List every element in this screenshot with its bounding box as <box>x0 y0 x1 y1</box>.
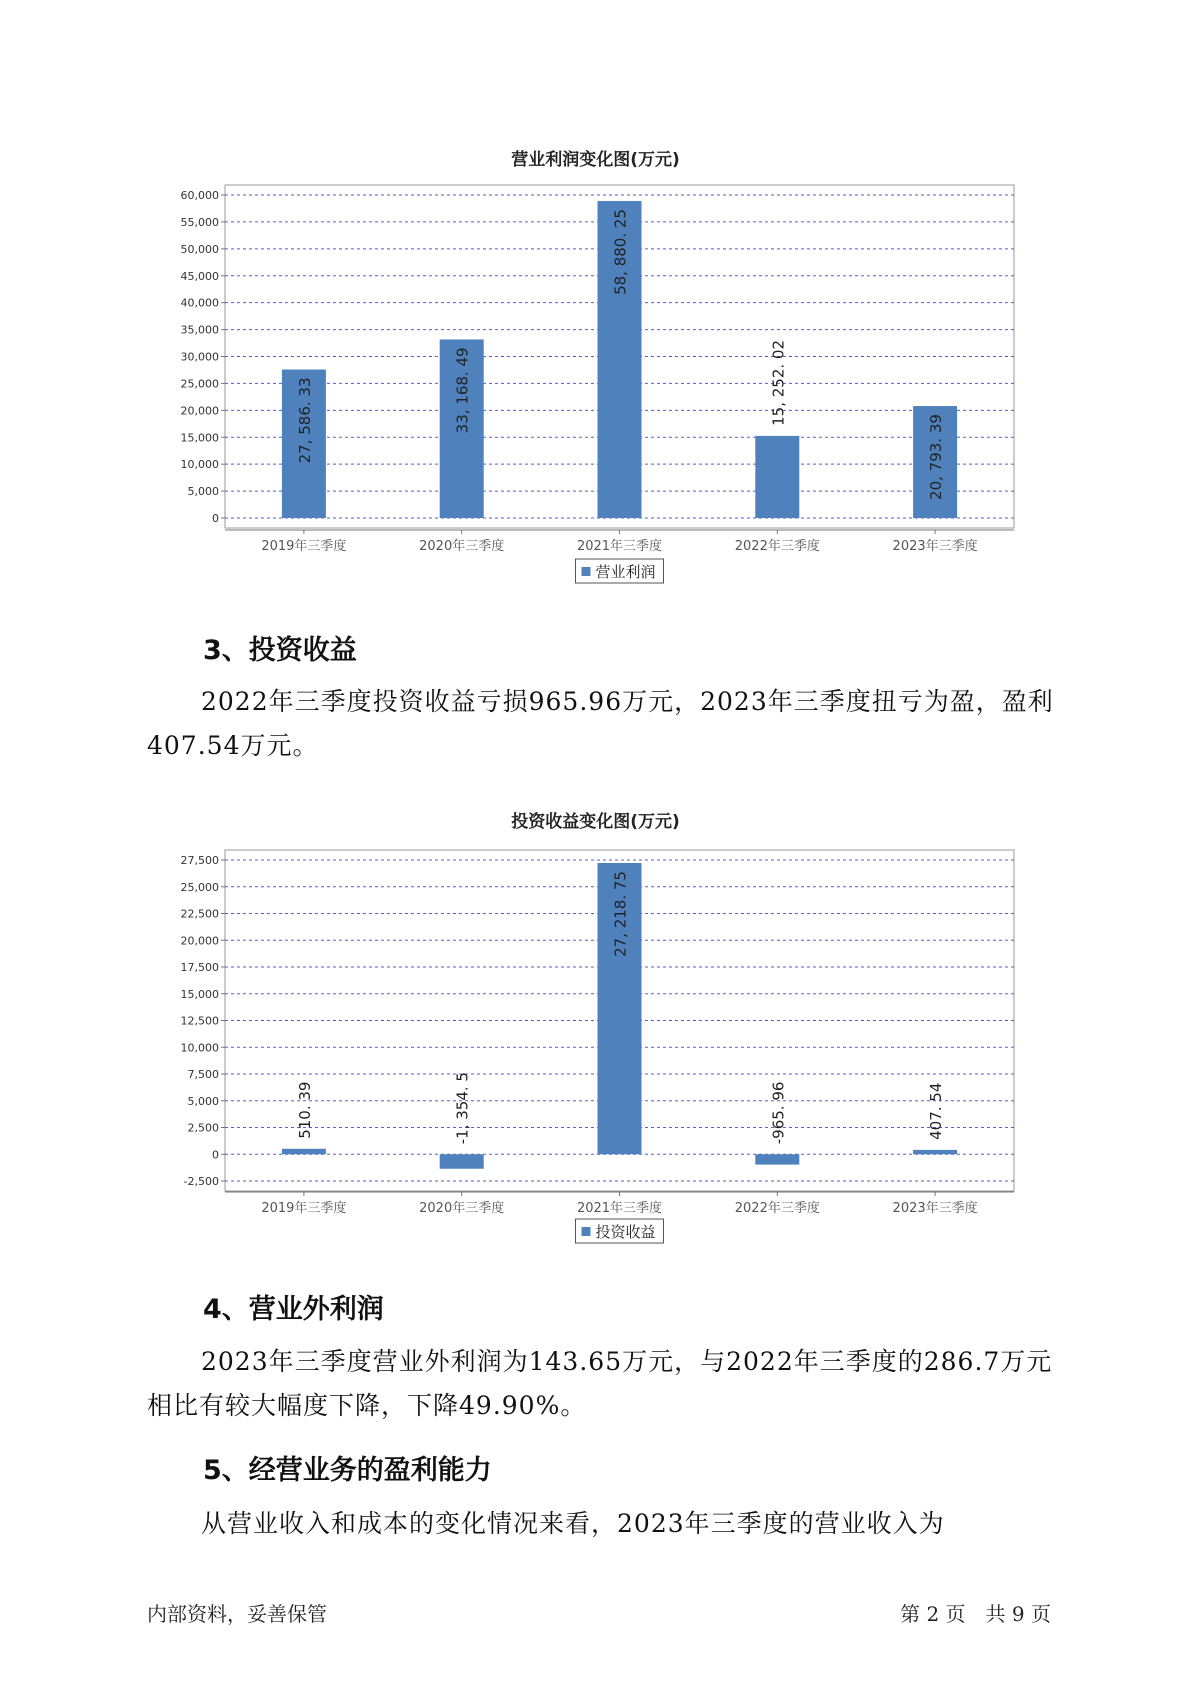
bar-value-label: 33, 168. 49 <box>453 347 472 434</box>
x-tick-label: 2022年三季度 <box>734 1201 820 1216</box>
y-tick-label: 2,500 <box>187 1121 219 1135</box>
y-tick-label: 30,000 <box>180 350 219 364</box>
bar-value-label: 15, 252. 02 <box>769 340 788 426</box>
operating-profit-chart <box>0 170 1191 590</box>
y-tick-label: 20,000 <box>180 934 219 948</box>
section-3-paragraph: 2022年三季度投资收益亏损965.96万元，2023年三季度扭亏为盈，盈利407.54万元。 <box>147 687 1054 760</box>
y-tick-label: 15,000 <box>180 431 219 445</box>
x-tick-label: 2021年三季度 <box>576 539 663 554</box>
x-tick-label: 2023年三季度 <box>892 1201 978 1216</box>
section-4-paragraph: 2023年三季度营业外利润为143.65万元，与2022年三季度的286.7万元相比有较大幅度下降，下降49.90%。 <box>147 1347 1053 1420</box>
y-tick-label: 5,000 <box>187 485 219 499</box>
y-tick-label: 12,500 <box>180 1014 219 1028</box>
x-tick-label: 2019年三季度 <box>261 539 347 554</box>
x-tick-label: 2019年三季度 <box>261 1201 347 1216</box>
bar <box>282 1149 326 1154</box>
y-tick-label: 25,000 <box>180 880 219 894</box>
x-tick-label: 2021年三季度 <box>576 1201 663 1216</box>
y-tick-label: 45,000 <box>180 269 219 283</box>
x-tick-label: 2020年三季度 <box>419 539 505 554</box>
bar <box>440 1154 484 1168</box>
y-tick-label: 55,000 <box>180 215 219 229</box>
y-tick-label: 20,000 <box>180 404 219 418</box>
bar-value-label: -1, 354. 5 <box>453 1072 472 1145</box>
y-tick-label: 10,000 <box>180 1041 219 1055</box>
bar-value-label: 27, 586. 33 <box>295 377 314 464</box>
footer-confidential-note: 内部资料，妥善保管 <box>147 1602 327 1626</box>
x-tick-label: 2020年三季度 <box>419 1201 505 1216</box>
bar-value-label: 20, 793. 39 <box>927 414 946 500</box>
chart-title-operating-profit: 营业利润变化图(万元) <box>511 150 680 170</box>
y-tick-label: 10,000 <box>180 458 219 472</box>
section-4-heading: 4、营业外利润 <box>203 1294 384 1325</box>
legend-label: 投资收益 <box>595 1223 656 1241</box>
y-tick-label: 25,000 <box>180 377 219 391</box>
bar-value-label: -965. 96 <box>769 1081 788 1145</box>
investment-income-chart <box>0 836 1191 1246</box>
legend-label: 营业利润 <box>595 563 656 581</box>
bar <box>913 1150 957 1154</box>
bar-value-label: 510. 39 <box>295 1081 314 1139</box>
y-tick-label: 35,000 <box>180 323 219 337</box>
y-tick-label: 60,000 <box>180 189 219 202</box>
bar-value-label: 27, 218. 75 <box>611 871 630 957</box>
y-tick-label: 0 <box>212 1148 219 1162</box>
section-3-heading: 3、投资收益 <box>203 635 357 666</box>
x-tick-label: 2023年三季度 <box>892 539 978 554</box>
bar <box>755 1154 799 1164</box>
legend-swatch <box>582 567 591 576</box>
y-tick-label: 7,500 <box>187 1068 219 1081</box>
section-5-paragraph: 从营业收入和成本的变化情况来看，2023年三季度的营业收入为 <box>201 1509 945 1538</box>
y-tick-label: 5,000 <box>187 1094 219 1108</box>
footer-page-number: 第 2 页 共 9 页 <box>900 1602 1051 1626</box>
y-tick-label: 15,000 <box>180 987 219 1001</box>
y-tick-label: 27,500 <box>180 854 219 867</box>
y-tick-label: 22,500 <box>180 907 219 921</box>
section-5-heading: 5、经营业务的盈利能力 <box>203 1455 492 1486</box>
y-tick-label: 50,000 <box>180 242 219 256</box>
bar-value-label: 407. 54 <box>927 1082 946 1140</box>
y-tick-label: 40,000 <box>180 296 219 310</box>
y-tick-label: 17,500 <box>180 961 219 974</box>
chart-title-investment-income: 投资收益变化图(万元) <box>511 812 680 832</box>
y-tick-label: -2,500 <box>183 1175 219 1188</box>
bar <box>755 436 799 518</box>
legend-swatch <box>582 1227 591 1236</box>
bar-value-label: 58, 880. 25 <box>611 209 630 295</box>
x-tick-label: 2022年三季度 <box>734 539 820 554</box>
y-tick-label: 0 <box>212 512 219 525</box>
